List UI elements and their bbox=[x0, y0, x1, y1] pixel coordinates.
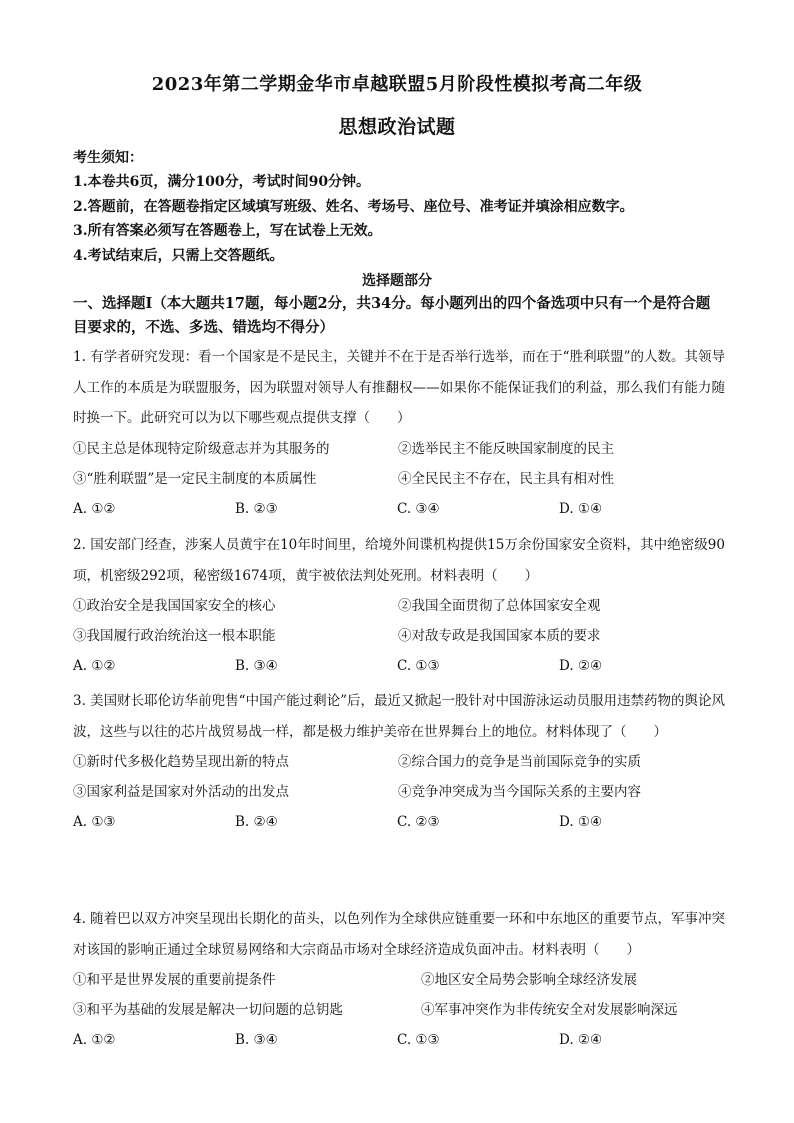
answer-choice: A. ①③ bbox=[73, 814, 116, 830]
option-statement: ④军事冲突作为非传统安全对发展影响深远 bbox=[421, 1002, 678, 1018]
question-options bbox=[73, 965, 725, 1025]
option-statement: ②我国全面贯彻了总体国家安全观 bbox=[398, 598, 601, 614]
answer-choice: D. ②④ bbox=[559, 658, 603, 674]
exam-subject-title: 思想政治试题 bbox=[338, 116, 456, 138]
answer-choice: A. ①② bbox=[73, 500, 116, 517]
option-statement: ①民主总是体现特定阶级意志并为其服务的 bbox=[73, 440, 330, 457]
answer-choice: A. ①② bbox=[73, 1032, 116, 1048]
option-statement: ③“胜利联盟”是一定民主制度的本质属性 bbox=[73, 470, 317, 487]
option-statement: ①和平是世界发展的重要前提条件 bbox=[73, 972, 276, 988]
notice-list bbox=[73, 170, 634, 268]
section-title: 选择题部分 bbox=[362, 273, 432, 289]
answer-choice: B. ②④ bbox=[235, 814, 278, 830]
question-2 bbox=[73, 530, 725, 681]
answer-choice: C. ①③ bbox=[397, 658, 440, 674]
option-statement: ④竞争冲突成为当今国际关系的主要内容 bbox=[398, 784, 641, 800]
answer-choice: C. ①③ bbox=[397, 1032, 440, 1048]
option-statement: ②地区安全局势会影响全球经济发展 bbox=[421, 972, 637, 988]
answer-choice: D. ②④ bbox=[559, 1032, 603, 1048]
option-statement: ②选举民主不能反映国家制度的民主 bbox=[398, 440, 614, 457]
question-stem: 1. 有学者研究发现：看一个国家是不是民主，关键并不在于是否举行选举，而在于“胜利联盟”的人数。其领导人工作的本质是为联盟服务，因为联盟对领导人有推翻权——如果你不能保证我们的利益，那么我们有能力随时换一下。此研究可以为以下哪些观点提供支撑（ ） bbox=[73, 349, 725, 426]
option-statement: ③我国履行政治统治这一根本职能 bbox=[73, 628, 276, 644]
notice-item: 3.所有答案必须写在答题卷上，写在试卷上无效。 bbox=[73, 223, 382, 239]
answer-choices bbox=[73, 494, 725, 524]
answer-choices bbox=[73, 1025, 725, 1055]
answer-choice: B. ③④ bbox=[235, 658, 278, 674]
option-statement: ④对敌专政是我国国家本质的要求 bbox=[398, 628, 601, 644]
notice-item: 4.考试结束后，只需上交答题纸。 bbox=[73, 247, 284, 264]
question-1 bbox=[73, 342, 725, 524]
part-title: 一、选择题Ⅰ（本大题共17题，每小题2分，共34分。每小题列出的四个备选项中只有一个是符合题目要求的，不选、多选、错选均不得分） bbox=[73, 295, 711, 336]
question-options bbox=[73, 747, 725, 807]
answer-choice: C. ③④ bbox=[397, 500, 440, 517]
answer-choice: B. ③④ bbox=[235, 1032, 278, 1048]
answer-choices bbox=[73, 651, 725, 681]
question-stem: 2. 国安部门经查，涉案人员黄宇在10年时间里，给境外间谍机构提供15万余份国家安全资料，其中绝密级90项，机密级292项，秘密级1674项，黄宇被依法判处死刑。材料表明（ ） bbox=[73, 537, 725, 584]
question-stem: 3. 美国财长耶伦访华前兜售“中国产能过剩论”后，最近又掀起一股针对中国游泳运动员服用违禁药物的舆论风波，这些与以往的芯片战贸易战一样，都是极力维护美帝在世界舞台上的地位。材料体现了（ ） bbox=[73, 693, 725, 740]
notice-heading: 考生须知： bbox=[73, 150, 143, 166]
option-statement: ④全民民主不存在，民主具有相对性 bbox=[398, 470, 614, 487]
answer-choices bbox=[73, 807, 725, 837]
answer-choice: D. ①④ bbox=[559, 500, 603, 517]
question-options bbox=[73, 434, 725, 494]
option-statement: ③国家利益是国家对外活动的出发点 bbox=[73, 784, 289, 800]
notice-item: 1.本卷共6页，满分100分，考试时间90分钟。 bbox=[73, 174, 371, 190]
option-statement: ②综合国力的竞争是当前国际竞争的实质 bbox=[398, 754, 641, 770]
answer-choice: D. ①④ bbox=[559, 814, 603, 830]
answer-choice: B. ②③ bbox=[235, 500, 278, 517]
option-statement: ③和平为基础的发展是解决一切问题的总钥匙 bbox=[73, 1002, 343, 1018]
question-3 bbox=[73, 686, 725, 837]
notice-item: 2.答题前，在答题卷指定区域填写班级、姓名、考场号、座位号、准考证并填涂相应数字。 bbox=[73, 198, 634, 215]
question-options bbox=[73, 591, 725, 651]
answer-choice: C. ②③ bbox=[397, 814, 440, 830]
exam-title: 2023年第二学期金华市卓越联盟5月阶段性模拟考高二年级 bbox=[151, 74, 643, 95]
question-stem: 4. 随着巴以双方冲突呈现出长期化的苗头，以色列作为全球供应链重要一环和中东地区的重要节点，军事冲突对该国的影响正通过全球贸易网络和大宗商品市场对全球经济造成负面冲击。材料表明（ ） bbox=[73, 911, 725, 958]
answer-choice: A. ①② bbox=[73, 658, 116, 674]
option-statement: ①新时代多极化趋势呈现出新的特点 bbox=[73, 754, 289, 770]
option-statement: ①政治安全是我国国家安全的核心 bbox=[73, 598, 276, 614]
question-4 bbox=[73, 904, 725, 1055]
